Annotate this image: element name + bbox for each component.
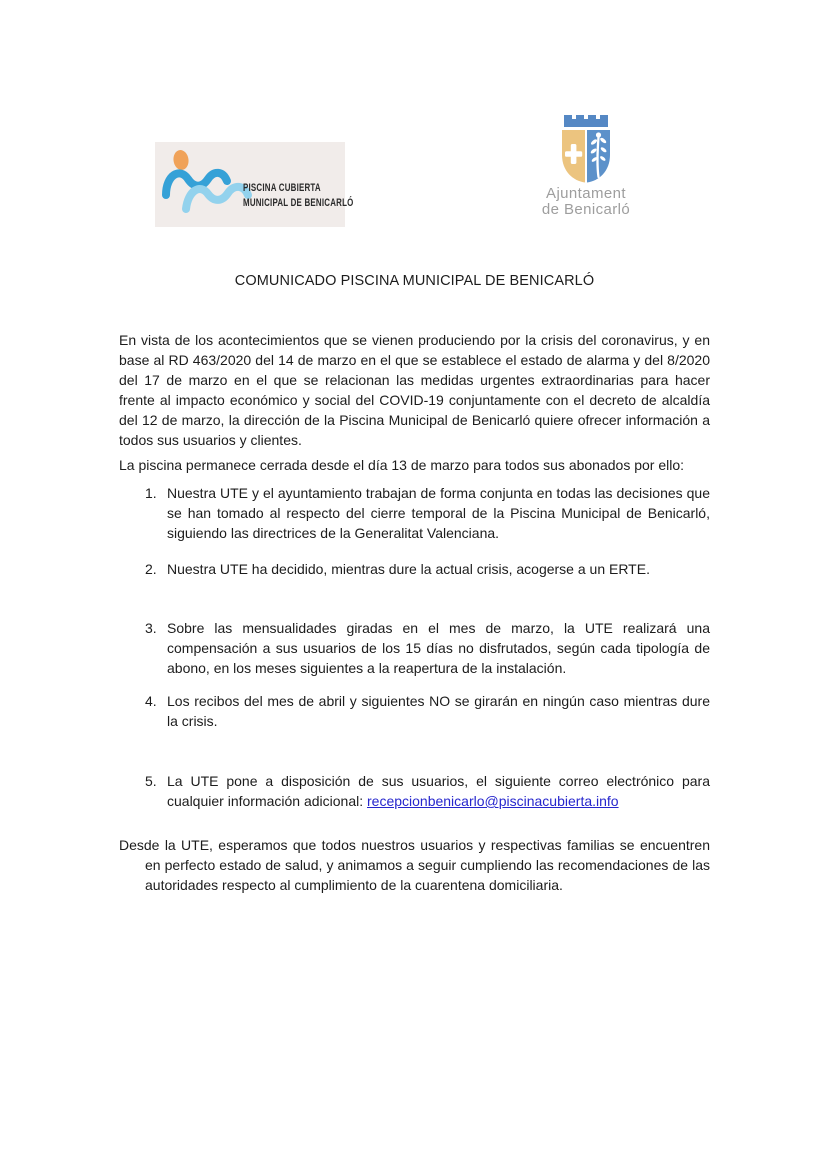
ajuntament-name-line1: Ajuntament [546,185,626,202]
list-item-5-lead: La UTE pone a disposición de sus usuarios, el siguiente correo electrónico para cualquier información adicional: [167,773,710,809]
closure-paragraph: La piscina permanece cerrada desde el día 13 de marzo para todos sus abonados por ello: [119,457,685,473]
list-item-5-text [167,771,710,811]
ajuntament-name [526,186,646,217]
ajuntament-crest-icon [561,113,611,183]
list-item-4 [119,691,710,731]
ajuntament-logo [526,113,646,223]
document-title: COMUNICADO PISCINA MUNICIPAL DE BENICARLÓ [234,273,595,289]
pool-logo-line2: MUNICIPAL DE BENICARLÓ [243,197,354,209]
list-item-2 [119,559,710,579]
list-item-1-number: 1. [145,485,157,501]
list-item-5-number: 5. [145,773,157,789]
closing-paragraph: Desde la UTE, esperamos que todos nuestros usuarios y respectivas familias se encuentren en perfecto estado de salud, y animamos a seguir cumpliendo las recomendaciones de las autoridades respecto al cumplimiento de la cuarentena domiciliaria. [119,837,710,893]
contact-email-link[interactable]: recepcionbenicarlo@piscinacubierta.info [367,793,619,809]
list-item-3 [119,618,710,678]
intro-paragraph: En vista de los acontecimientos que se vienen produciendo por la crisis del coronavirus, y en base al RD 463/2020 del 14 de marzo en el que se establece el estado de alarma y del 8/2020 del 17 de marzo en el que se relacionan las medidas urgentes extraordinarias para hacer frente al impacto económico y social del COVID-19 conjuntamente con el decreto de alcaldía del 12 de marzo, la dirección de la Piscina Municipal de Benicarló quiere ofrecer información a todos sus usuarios y clientes. [119,332,710,448]
list-item-4-text: Los recibos del mes de abril y siguientes NO se girarán en ningún caso mientras dure la crisis. [167,693,710,729]
pool-logo-text [243,181,354,211]
list-item-3-number: 3. [145,620,157,636]
list-item-3-text: Sobre las mensualidades giradas en el mes de marzo, la UTE realizará una compensación a sus usuarios de los 15 días no disfrutados, según cada tipología de abono, en los meses siguientes a la reapertura de la instalación. [167,620,710,676]
list-item-2-number: 2. [145,561,157,577]
list-item-1-text: Nuestra UTE y el ayuntamiento trabajan de forma conjunta en todas las decisiones que se han tomado al respecto del cierre temporal de la Piscina Municipal de Benicarló, siguiendo las directrices de la Generalitat Valenciana. [167,485,710,541]
list-item-1 [119,483,710,543]
pool-logo-line1: PISCINA CUBIERTA [243,182,321,194]
ajuntament-name-line2: de Benicarló [541,200,631,218]
list-item-2-text: Nuestra UTE ha decidido, mientras dure la actual crisis, acogerse a un ERTE. [167,561,650,577]
document-content [119,271,710,895]
piscina-cubierta-logo [155,142,354,227]
list-item-4-number: 4. [145,693,157,709]
list-item-5 [119,771,710,811]
